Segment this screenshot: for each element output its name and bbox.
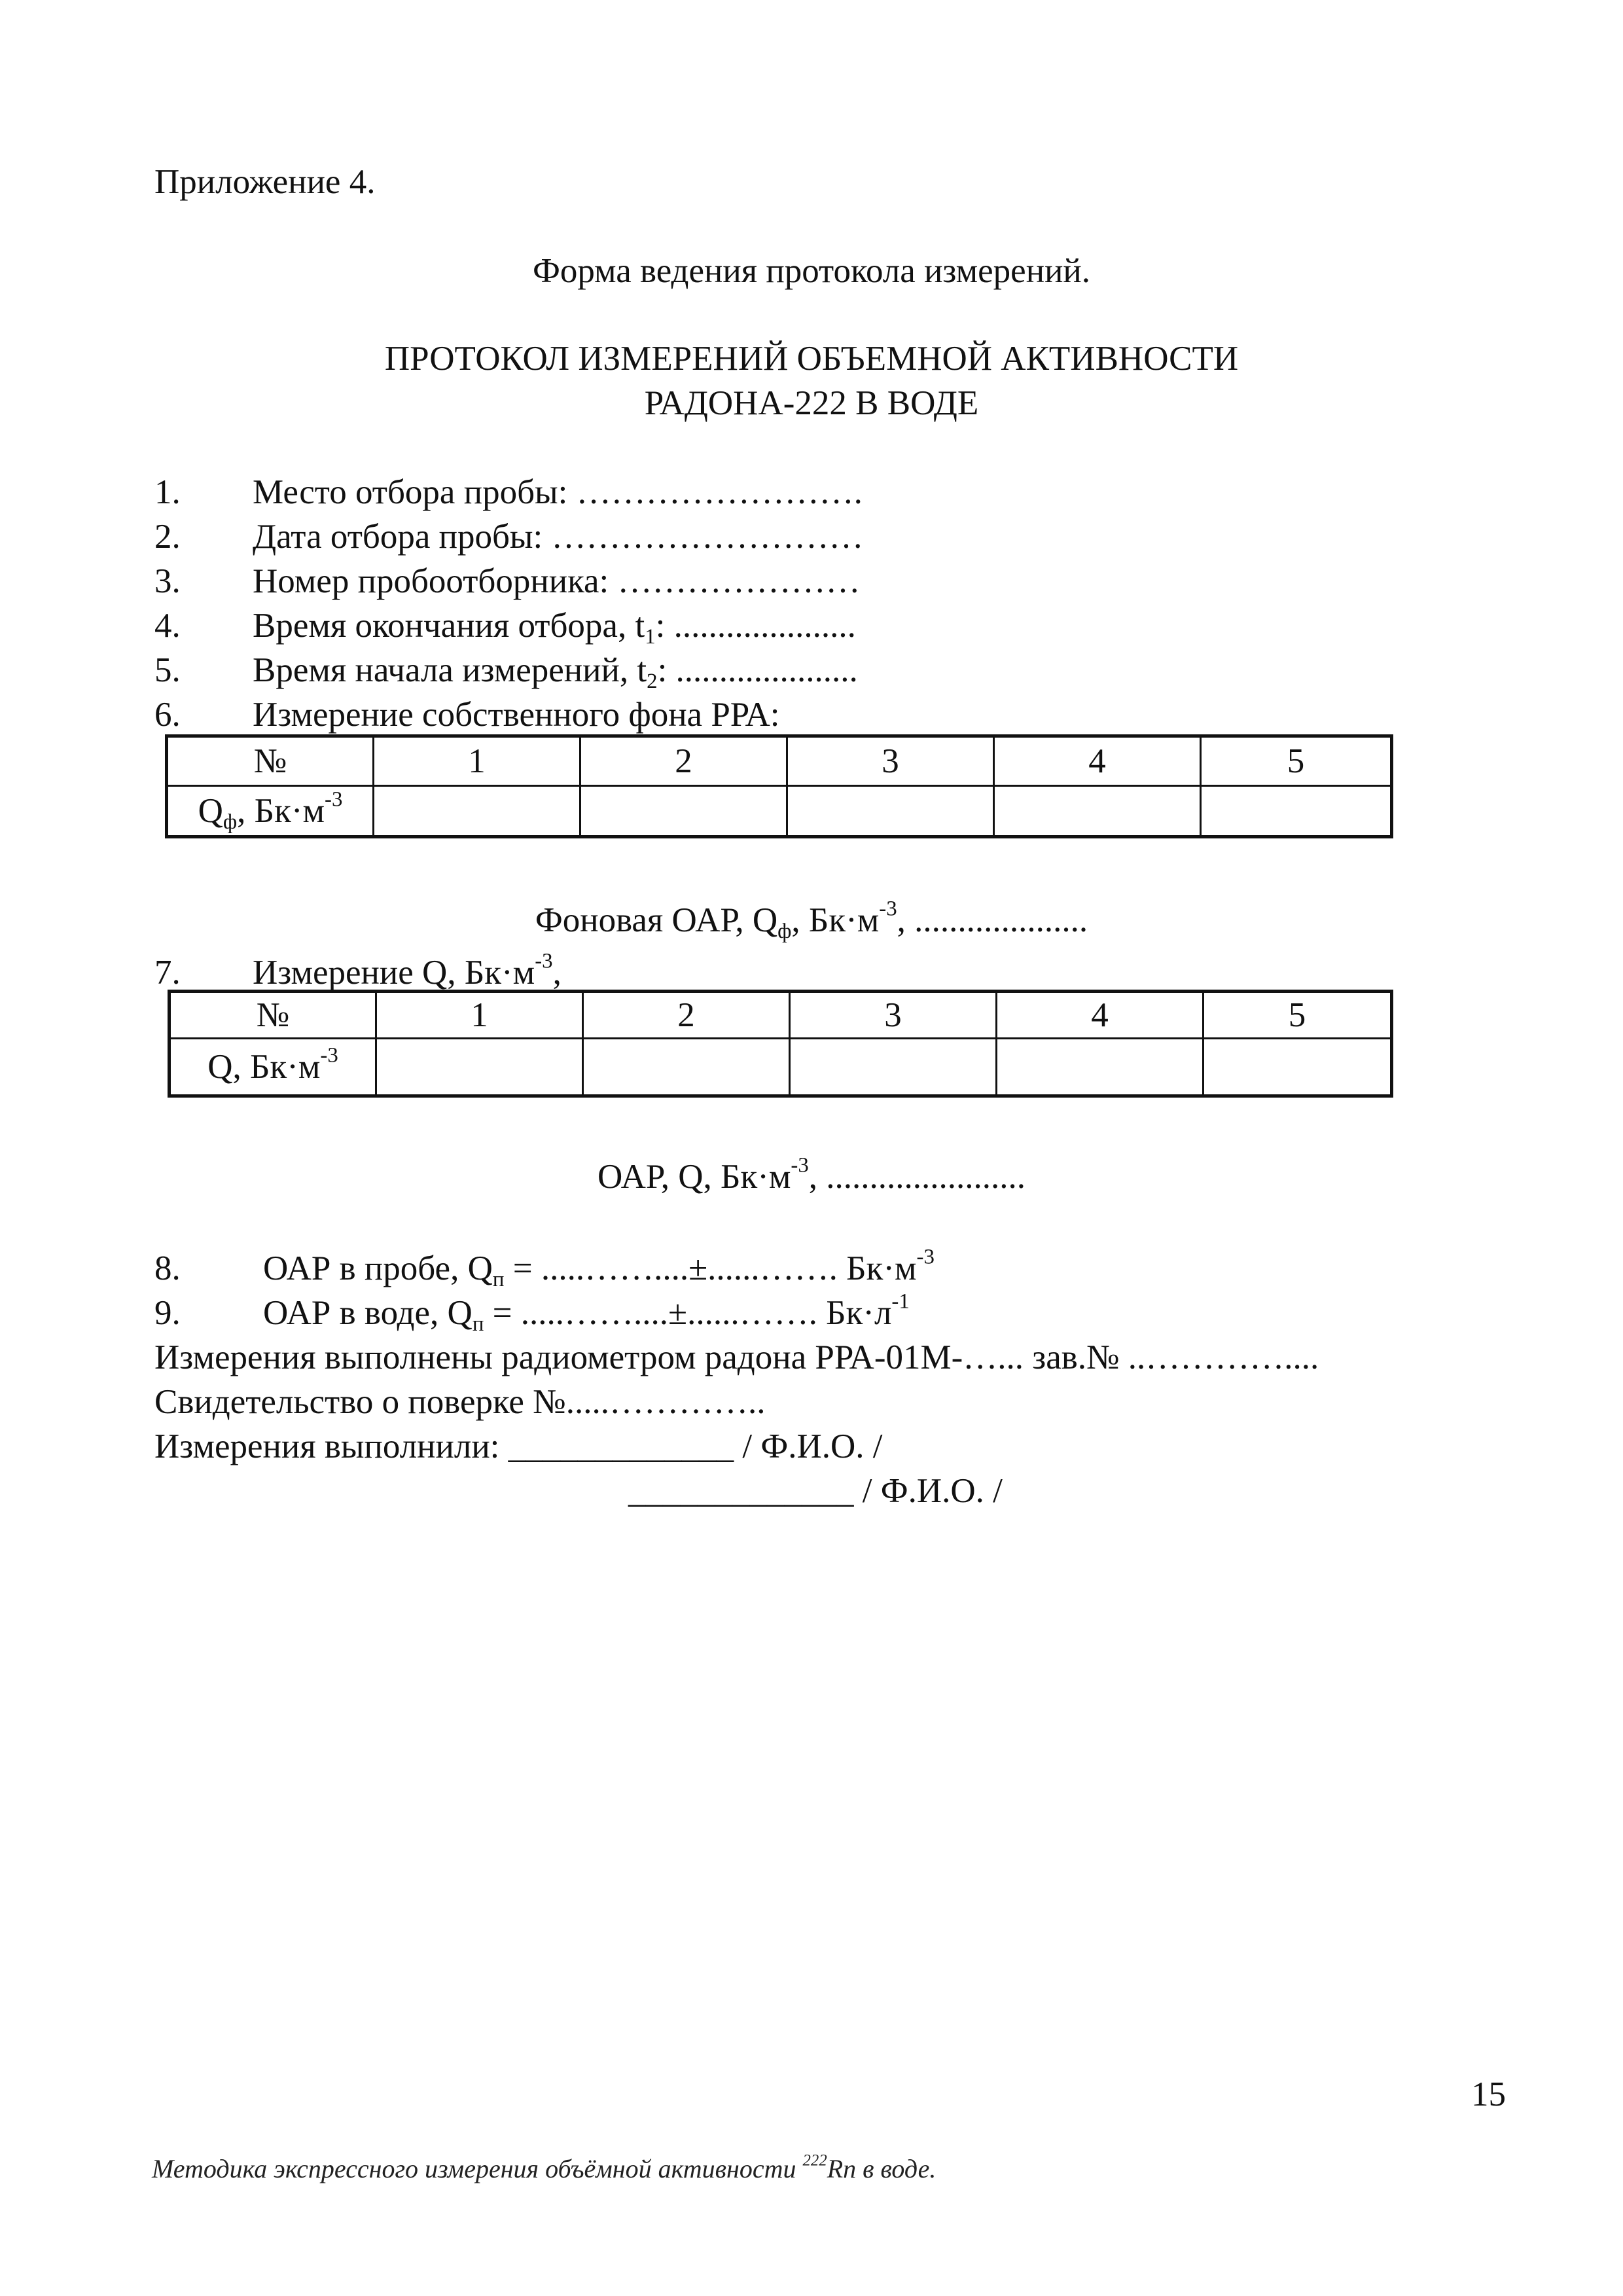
item-5-dots: : .....................	[657, 651, 858, 689]
measurement-row-label-text: Q, Бк·м	[207, 1048, 321, 1086]
measurement-value-cell-5[interactable]	[1204, 1039, 1392, 1096]
measurement-header-5: 5	[1204, 992, 1392, 1039]
measurement-value-cell-4[interactable]	[997, 1039, 1204, 1096]
background-header-1: 1	[374, 736, 580, 786]
item-8-value: = .....……....±......……. Бк·м	[504, 1249, 917, 1287]
item-8-label: ОАР в пробе, Q	[263, 1249, 493, 1287]
background-value-cell-3[interactable]	[787, 786, 994, 837]
measurement-value-cell-3[interactable]	[790, 1039, 997, 1096]
background-result-sup: -3	[879, 897, 897, 921]
item-9-text	[263, 1289, 910, 1336]
item-7-comma: ,	[552, 954, 562, 992]
measurement-table-value-row	[169, 1039, 1392, 1096]
item-2-text: Дата отбора пробы: ………………………	[253, 518, 864, 556]
background-row-label-q: Q	[198, 792, 223, 830]
item-9-label: ОАР в воде, Q	[263, 1294, 473, 1332]
item-3-number: 3.	[154, 562, 181, 600]
measurement-header-4: 4	[997, 992, 1204, 1039]
background-result-unit: , Бк·м	[791, 901, 880, 939]
item-3-text: Номер пробоотборника: …………………	[253, 562, 861, 600]
item-1-number: 1.	[154, 473, 181, 511]
measurement-table	[168, 990, 1393, 1098]
background-header-no: №	[167, 736, 374, 786]
item-9-sub: п	[472, 1312, 484, 1336]
footer-text	[152, 2153, 936, 2184]
item-2-number: 2.	[154, 518, 181, 556]
item-4-number: 4.	[154, 607, 181, 645]
background-value-cell-5[interactable]	[1201, 786, 1392, 837]
item-7-text	[253, 949, 562, 992]
background-result-sub: ф	[777, 919, 792, 943]
measurement-value-cell-2[interactable]	[583, 1039, 790, 1096]
item-5-subscript: 2	[647, 669, 658, 693]
instrument-line: Измерения выполнены радиометром радона РРА-01М-…... зав.№ ..…………....	[154, 1338, 1319, 1376]
background-table-header-row	[167, 736, 1392, 786]
background-row-label-unit: , Бк·м	[237, 792, 325, 830]
background-result-label: Фоновая ОАР, Q	[535, 901, 778, 939]
background-row-label-sub: ф	[223, 810, 238, 834]
item-7-number: 7.	[154, 954, 181, 992]
appendix-label: Приложение 4.	[154, 163, 376, 201]
item-9-sup: -1	[891, 1289, 910, 1314]
background-value-cell-4[interactable]	[994, 786, 1201, 837]
item-8-text	[263, 1245, 935, 1291]
item-4-text	[253, 607, 856, 649]
measurement-row-label-sup: -3	[320, 1043, 338, 1067]
background-table	[165, 734, 1393, 838]
footer-isotope-sup: 222	[802, 2151, 827, 2170]
item-4-subscript: 1	[645, 624, 656, 649]
item-8-sup: -3	[916, 1245, 935, 1269]
item-4-dots: : .....................	[655, 607, 856, 645]
form-title: Форма ведения протокола измерений.	[532, 252, 1091, 290]
item-8-sub: п	[492, 1267, 505, 1291]
measurement-result-label: ОАР, Q, Бк·м	[597, 1158, 791, 1196]
item-6-text: Измерение собственного фона РРА:	[253, 696, 780, 734]
item-8-number: 8.	[154, 1249, 181, 1287]
item-9-number: 9.	[154, 1294, 181, 1332]
background-table-value-row	[167, 786, 1392, 837]
background-value-cell-2[interactable]	[580, 786, 787, 837]
measurement-result-dots: , .......................	[808, 1158, 1026, 1196]
item-7-sup: -3	[535, 949, 553, 973]
item-6-number: 6.	[154, 696, 181, 734]
certificate-line: Свидетельство о поверке №.....…………..	[154, 1383, 766, 1421]
performed-by-line-2: _____________ / Ф.И.О. /	[628, 1472, 1003, 1510]
measurement-result	[0, 1153, 1623, 1196]
measurement-result-sup: -3	[791, 1153, 809, 1177]
item-9-value: = .....……....±......……. Бк·л	[484, 1294, 892, 1332]
item-5-label: Время начала измерений, t	[253, 651, 647, 689]
measurement-header-no: №	[169, 992, 376, 1039]
measurement-row-label	[169, 1039, 376, 1096]
protocol-title-line1: ПРОТОКОЛ ИЗМЕРЕНИЙ ОБЪЕМНОЙ АКТИВНОСТИ	[384, 340, 1239, 378]
background-header-2: 2	[580, 736, 787, 786]
footer-tail: Rn в воде.	[827, 2154, 936, 2183]
protocol-title-line2: РАДОНА-222 В ВОДЕ	[644, 384, 979, 422]
background-value-cell-1[interactable]	[374, 786, 580, 837]
item-5-text	[253, 651, 858, 693]
footer-label: Методика экспрессного измерения объёмной активности	[152, 2154, 803, 2183]
background-row-label-sup: -3	[325, 787, 343, 812]
background-header-5: 5	[1201, 736, 1392, 786]
background-header-3: 3	[787, 736, 994, 786]
item-4-label: Время окончания отбора, t	[253, 607, 645, 645]
item-5-number: 5.	[154, 651, 181, 689]
measurement-table-header-row	[169, 992, 1392, 1039]
item-1-text: Место отбора пробы: …………………….	[253, 473, 863, 511]
measurement-header-3: 3	[790, 992, 997, 1039]
background-row-label	[167, 786, 374, 837]
measurement-header-2: 2	[583, 992, 790, 1039]
page-number: 15	[1471, 2075, 1506, 2113]
performed-by-line: Измерения выполнили: _____________ / Ф.И.О. /	[154, 1427, 883, 1465]
item-7-label: Измерение Q, Бк·м	[253, 954, 535, 992]
background-result	[0, 897, 1623, 943]
measurement-header-1: 1	[376, 992, 583, 1039]
measurement-value-cell-1[interactable]	[376, 1039, 583, 1096]
background-result-dots: , ....................	[897, 901, 1088, 939]
background-header-4: 4	[994, 736, 1201, 786]
